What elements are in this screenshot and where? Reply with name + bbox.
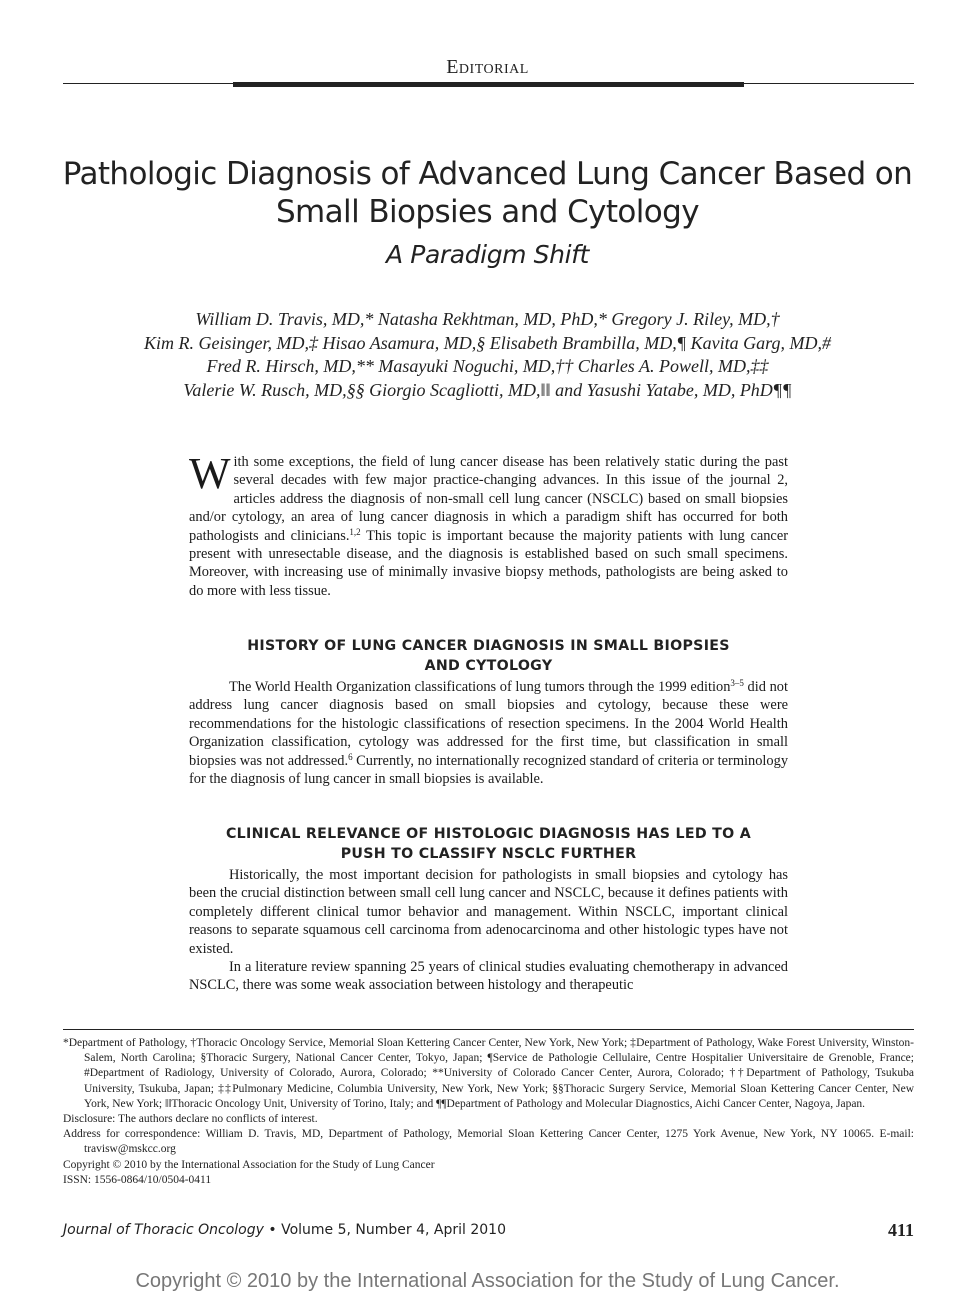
section-heading-clinical: [189, 824, 788, 864]
citation-sup: 1,2: [349, 526, 361, 537]
section-label: Editorial: [446, 56, 529, 78]
history-text-b: did not address lung cancer diagnosis based on small biopsies and cytology, because these were recommendations for the histologic classifications of resection specimens. In the 2004 World Health Organization classification, cytology was addressed for the first time, but classification in small biopsies was not addressed.: [189, 679, 788, 769]
author-line: William D. Travis, MD,* Natasha Rekhtman, MD, PhD,* Gregory J. Riley, MD,†: [195, 309, 780, 329]
footnotes: [63, 1036, 914, 1188]
title-line-1: Pathologic Diagnosis of Advanced Lung Cancer Based on: [62, 156, 913, 192]
heading-line: HISTORY OF LUNG CANCER DIAGNOSIS IN SMALL BIOPSIES: [247, 638, 730, 654]
intro-text-a: ith some exceptions, the field of lung cancer disease has been relatively static during the past several decades with few major practice-changing advances. In this issue of the journal 2, articles address the diagnosis of non-small cell lung cancer (NSCLC) based on small biopsies and/or cytology, an area of lung cancer diagnosis in which a paradigm shift has occurred for both pathologists and clinicians.: [189, 454, 788, 544]
footnote-affiliations: *Department of Pathology, †Thoracic Oncology Service, Memorial Sloan Kettering Cancer Center, New York, New York; ‡Department of Pathology, Wake Forest University, Winston-Salem, North Carolina; §Thoracic Surgery, National Cancer Center, Tokyo, Japan; ¶Service de Pathologie Cellulaire, Centre Hospitalier Universitaire de Grenoble, France; #Department of Radiology, University of Colorado, Aurora, Colorado; **University of Colorado Cancer Center, Aurora, Colorado; ††Department of Pathology, Tsukuba University, Tsukuba, Japan; ‡‡Pulmonary Medicine, Columbia University, New York, New York; §§Thoracic Surgery Service, Memorial Sloan Kettering Cancer Center, New York, New York; ‖‖Thoracic Oncology Unit, University of Torino, Italy; and ¶¶Department of Pathology and Molecular Diagnostics, Aichi Cancer Center, Nagoya, Japan.: [63, 1037, 914, 1110]
drop-cap: W: [189, 449, 231, 498]
copyright-banner: Copyright © 2010 by the International Association for the Study of Lung Cancer.: [135, 1270, 840, 1292]
intro-paragraph: [189, 449, 788, 600]
footnote-disclosure: Disclosure: The authors declare no conflicts of interest.: [63, 1113, 318, 1126]
footnote-rule: [63, 1029, 914, 1030]
title-line-2: Small Biopsies and Cytology: [275, 194, 699, 230]
clinical-paragraphs: [189, 866, 788, 995]
author-line: Valerie W. Rusch, MD,§§ Giorgio Scagliotti, MD,‖‖ and Yasushi Yatabe, MD, PhD¶¶: [183, 379, 792, 400]
page-number: 411: [887, 1220, 914, 1240]
history-paragraph: [189, 678, 788, 788]
citation-sup: 3–5: [730, 678, 744, 688]
heading-line: CLINICAL RELEVANCE OF HISTOLOGIC DIAGNOSIS HAS LED TO A: [225, 826, 752, 842]
footnote-copyright: Copyright © 2010 by the International Association for the Study of Lung Cancer: [63, 1158, 435, 1171]
author-line: Fred R. Hirsch, MD,** Masayuki Noguchi, MD,†† Charles A. Powell, MD,‡‡: [206, 356, 769, 376]
header-rule-thick: [233, 82, 744, 87]
heading-line: PUSH TO CLASSIFY NSCLC FURTHER: [340, 846, 637, 862]
clinical-paragraph-2: In a literature review spanning 25 years of clinical studies evaluating chemotherapy in advanced NSCLC, there was some weak association between histology and therapeutic: [189, 959, 788, 994]
footer-bullet: •: [268, 1222, 277, 1238]
journal-footer: [63, 1222, 506, 1238]
history-text-a: The World Health Organization classifications of lung tumors through the 1999 edition: [229, 679, 731, 695]
volume-info: Volume 5, Number 4, April 2010: [281, 1222, 506, 1238]
citation-sup: 6: [348, 751, 353, 762]
section-heading-history: [189, 636, 788, 676]
history-text-c: Currently, no internationally recognized standard of criteria or terminology for the diagnosis of lung cancer in small biopsies is available.: [189, 752, 789, 788]
intro-text-b: This topic is important because the majority patients with lung cancer present with unresectable disease, and the diagnosis is established based on such small specimens. Moreover, with increasing use of minimally invasive biopsy methods, pathologists are being asked to do more with less tissue.: [189, 527, 788, 599]
heading-line: AND CYTOLOGY: [424, 658, 553, 674]
article-subtitle: A Paradigm Shift: [386, 240, 589, 269]
article-title: [40, 155, 935, 231]
author-list: [40, 308, 935, 402]
footnote-issn: ISSN: 1556-0864/10/0504-0411: [63, 1173, 212, 1186]
journal-name: Journal of Thoracic Oncology: [63, 1222, 264, 1238]
clinical-paragraph-1: Historically, the most important decision for pathologists in small biopsies and cytology has been the crucial distinction between small cell lung cancer and NSCLC, because it defines patients with completely different clinical tumor behavior and management. Within NSCLC, important clinical reasons to separate squamous cell carcinoma from adenocarcinoma and other histologic types have not existed.: [189, 867, 788, 957]
footnote-address: Address for correspondence: William D. Travis, MD, Department of Pathology, Memorial Sloan Kettering Cancer Center, 1275 York Avenue, New York, NY 10065. E-mail: travisw@mskcc.org: [63, 1128, 914, 1156]
author-line: Kim R. Geisinger, MD,‡ Hisao Asamura, MD,§ Elisabeth Brambilla, MD,¶ Kavita Garg, MD,#: [144, 332, 831, 353]
